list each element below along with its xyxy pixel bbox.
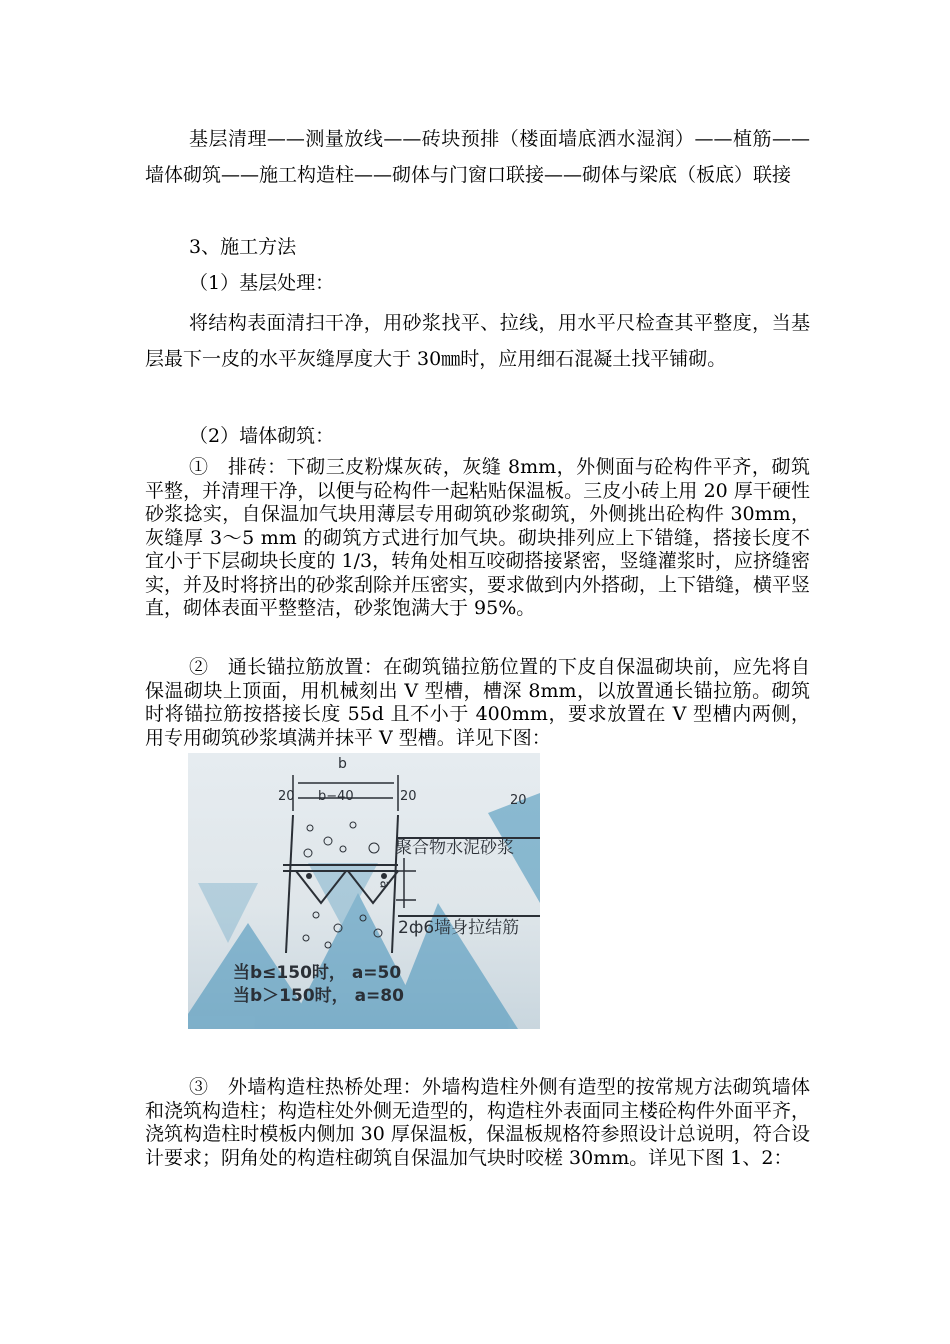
subheading-base-treatment: （1）基层处理： [189, 272, 335, 294]
section-heading-construction-method: 3、施工方法 [189, 236, 297, 258]
rebar-label: 2ф6墙身拉结筋 [398, 918, 520, 938]
thermal-bridge-paragraph: ③ 外墙构造柱热桥处理：外墙构造柱外侧有造型的按常规方法砌筑墙体和浇筑构造柱；构造柱处外侧无造型的，构造柱外表面同主楼砼构件外面平齐，浇筑构造柱时模板内侧加 30 厚保温板，保温板规格符参照设计总说明，符合设计要求；阴角处的构造柱砌筑自保温加气块时咬槎 30mm。详见下图 1、2： [145, 1076, 811, 1169]
dim-left-label: 20 [278, 789, 295, 804]
mortar-label: 聚合物水泥砂浆 [395, 838, 514, 858]
rule-large-b: 当b＞150时， a=80 [233, 986, 404, 1006]
dim-b-label: b [338, 756, 347, 772]
rule-small-b: 当b≤150时， a=50 [233, 963, 402, 983]
base-treatment-paragraph: 将结构表面清扫干净，用砂浆找平、拉线，用水平尺检查其平整度，当基层最下一皮的水平灰缝厚度大于 30㎜时，应用细石混凝土找平铺砌。 [145, 312, 810, 370]
dim-right-label: 20 [400, 789, 417, 804]
subheading-wall-masonry: （2）墙体砌筑： [189, 425, 335, 447]
brick-arrangement-paragraph: ① 排砖：下砌三皮粉煤灰砖，灰缝 8mm，外侧面与砼构件平齐，砌筑平整，并清理干净，以便与砼构件一起粘贴保温板。三皮小砖上用 20 厚干硬性砂浆捻实，自保温加气块用薄层专用砌筑砂浆砌筑，外侧挑出砼构件 30mm，灰缝厚 3～5 mm 的砌筑方式进行加气块。砌块排列应上下错缝，搭接长度不宜小于下层砌块长度的 1/3，转角处相互咬砌搭接紧密，竖缝灌浆时，应挤缝密实，并及时将挤出的砂浆刮除并压密实，要求做到内外搭砌，上下错缝，横平竖直，砌体表面平整整洁，砂浆饱满大于 95%。 [145, 456, 811, 619]
dim-a-label: a [376, 880, 392, 889]
dim-mid-label: b−40 [318, 789, 354, 804]
process-flow-paragraph: 基层清理——测量放线——砖块预排（楼面墙底洒水湿润）——植筋——墙体砌筑——施工构造柱——砌体与门窗口联接——砌体与梁底（板底）联接 [145, 128, 810, 186]
v-groove-detail-figure [188, 753, 540, 1029]
anchor-bar-paragraph: ② 通长锚拉筋放置：在砌筑锚拉筋位置的下皮自保温砌块前，应先将自保温砌块上顶面，用机械刻出 V 型槽，槽深 8mm，以放置通长锚拉筋。砌筑时将锚拉筋按搭接长度 55d 且不小于 400mm，要求放置在 V 型槽内两侧，用专用砌筑砂浆填满并抹平 V 型槽。详见下图： [145, 656, 810, 749]
dim-far-right-label: 20 [510, 793, 527, 808]
